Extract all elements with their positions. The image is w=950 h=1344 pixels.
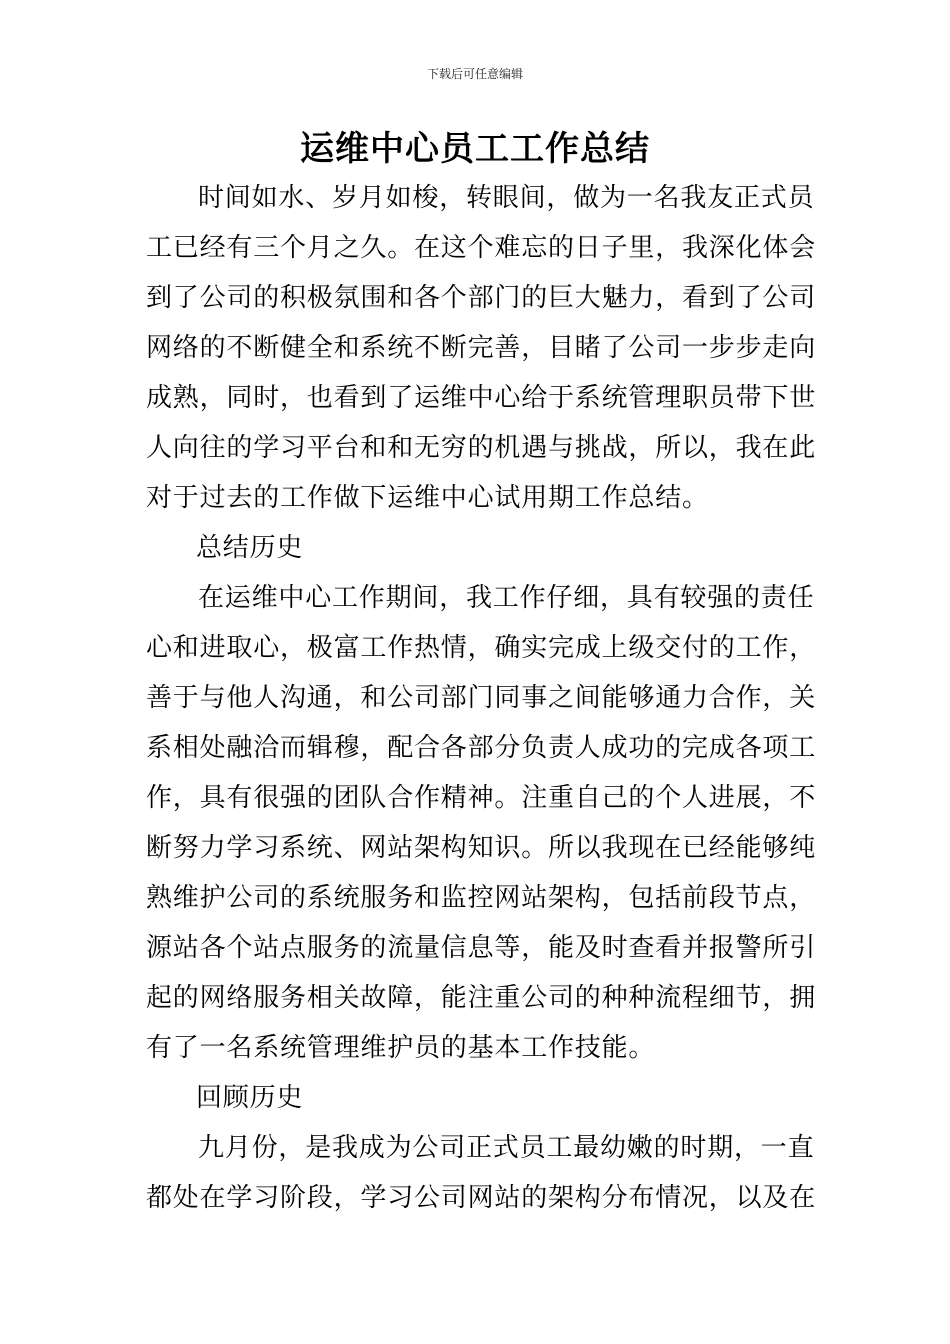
text-line: 有了一名系统管理维护员的基本工作技能。 [146,1033,656,1063]
text-line: 善于与他人沟通，和公司部门同事之间能够通力合作，关 [146,683,817,713]
text-line: 对于过去的工作做下运维中心试用期工作总结。 [146,483,709,513]
text-line: 熟维护公司的系统服务和监控网站架构，包括前段节点， [146,883,817,913]
text-line: 都处在学习阶段，学习公司网站的架构分布情况，以及在 [146,1183,817,1213]
text-line: 作，具有很强的团队合作精神。注重自己的个人进展，不 [146,783,817,813]
text-line: 工已经有三个月之久。在这个难忘的日子里，我深化体会 [146,233,817,263]
text-line: 人向往的学习平台和和无穷的机遇与挑战，所以，我在此 [146,433,817,463]
section-heading: 回顾历史 [196,1083,304,1113]
text-line: 系相处融洽而辑穆，配合各部分负责人成功的完成各项工 [146,733,817,763]
text-line: 在运维中心工作期间，我工作仔细，具有较强的责任 [198,583,815,613]
document-title: 运维中心员工工作总结 [300,129,650,169]
text-line: 起的网络服务相关故障，能注重公司的种种流程细节，拥 [146,983,817,1013]
text-line: 到了公司的积极氛围和各个部门的巨大魅力，看到了公司 [146,283,817,313]
text-line: 心和进取心，极富工作热情，确实完成上级交付的工作， [146,633,817,663]
text-line: 时间如水、岁月如梭，转眼间，做为一名我友正式员 [198,183,815,213]
text-line: 源站各个站点服务的流量信息等，能及时查看并报警所引 [146,933,817,963]
header-note: 下载后可任意编辑 [426,67,523,81]
text-line: 成熟，同时，也看到了运维中心给于系统管理职员带下世 [146,383,817,413]
section-heading: 总结历史 [196,533,304,563]
text-line: 断努力学习系统、网站架构知识。所以我现在已经能够纯 [146,833,817,863]
text-line: 九月份，是我成为公司正式员工最幼嫩的时期，一直 [198,1133,815,1163]
text-line: 网络的不断健全和系统不断完善，目睹了公司一步步走向 [146,333,817,363]
document-body [146,173,817,1223]
